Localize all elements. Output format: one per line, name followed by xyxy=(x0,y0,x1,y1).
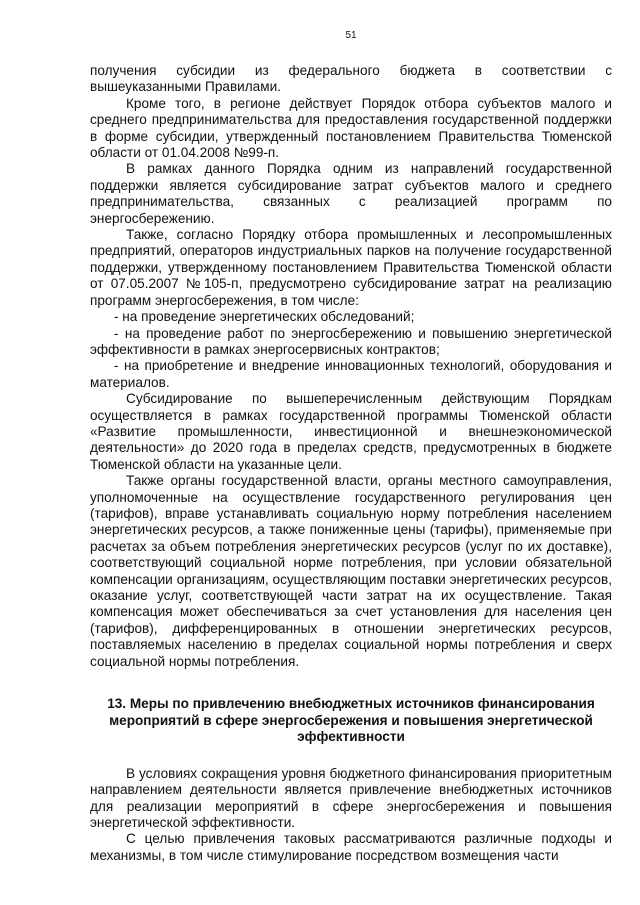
paragraph: Кроме того, в регионе действует Порядок отбора субъектов малого и среднего предпринимательства для предоставления государственной поддержки в форме субсидии, утвержденный постановлением Правительства Тюменской области от 01.04.2008 №99-п. xyxy=(90,95,612,161)
paragraph: С целью привлечения таковых рассматриваются различные подходы и механизмы, в том числе стимулирование посредством возмещения части xyxy=(90,831,612,863)
page-number: 51 xyxy=(345,30,357,41)
paragraph: В рамках данного Порядка одним из направлений государственной поддержки является субсидирование затрат субъектов малого и среднего предпринимательства, связанных с реализацией программ по энергосбережению. xyxy=(90,161,612,226)
section-heading: 13. Меры по привлечению внебюджетных источников финансирования мероприятий в сфере энергосбережения и повышения энергетической эффективности xyxy=(107,696,595,745)
paragraph: Также органы государственной власти, органы местного самоуправления, уполномоченные на осуществление государственного регулирования цен (тарифов), вправе устанавливать социальную норму потребления населением энергетических ресурсов, а также пониженные цены (тарифы), применяемые при расчетах за объем потребления энергетических ресурсов (услуг по их доставке), соответствующий социальной норме потребления, при условии обязательной компенсации организациям, осуществляющим поставки энергетических ресурсов, оказание услуг, соответствующей части затрат на их осуществление. Такая компенсация может обеспечиваться за счет установления для населения цен (тарифов), дифференцированных в отношении энергетических ресурсов, поставляемых населению в пределах социальной нормы потребления и сверх социальной нормы потребления. xyxy=(90,473,612,669)
paragraph: Также, согласно Порядку отбора промышленных и лесопромышленных предприятий, операторов индустриальных парков на получение государственной поддержки, утвержденному постановлением Правительства Тюменской области от 07.05.2007 №105-п, предусмотрено субсидирование затрат на реализацию программ энергосбережения, в том числе: xyxy=(90,227,612,308)
list-item: - на проведение энергетических обследований; xyxy=(114,309,415,325)
list-item: - на приобретение и внедрение инновационных технологий, оборудования и материалов. xyxy=(90,358,612,390)
document-body xyxy=(90,63,612,864)
paragraph: Субсидирование по вышеперечисленным действующим Порядкам осуществляется в рамках государственной программы Тюменской области «Развитие промышленности, инвестиционной и внешнеэкономической деятельности» до 2020 года в пределах средств, предусмотренных в бюджете Тюменской области на указанные цели. xyxy=(90,391,612,472)
paragraph: получения субсидии из федерального бюджета в соответствии с вышеуказанными Правилами. xyxy=(90,63,612,95)
paragraph: В условиях сокращения уровня бюджетного финансирования приоритетным направлением деятельности является привлечение внебюджетных источников для реализации мероприятий в сфере энергосбережения и повышения энергетической эффективности. xyxy=(90,765,612,831)
list-item: - на проведение работ по энергосбережению и повышению энергетической эффективности в рамках энергосервисных контрактов; xyxy=(90,325,612,357)
